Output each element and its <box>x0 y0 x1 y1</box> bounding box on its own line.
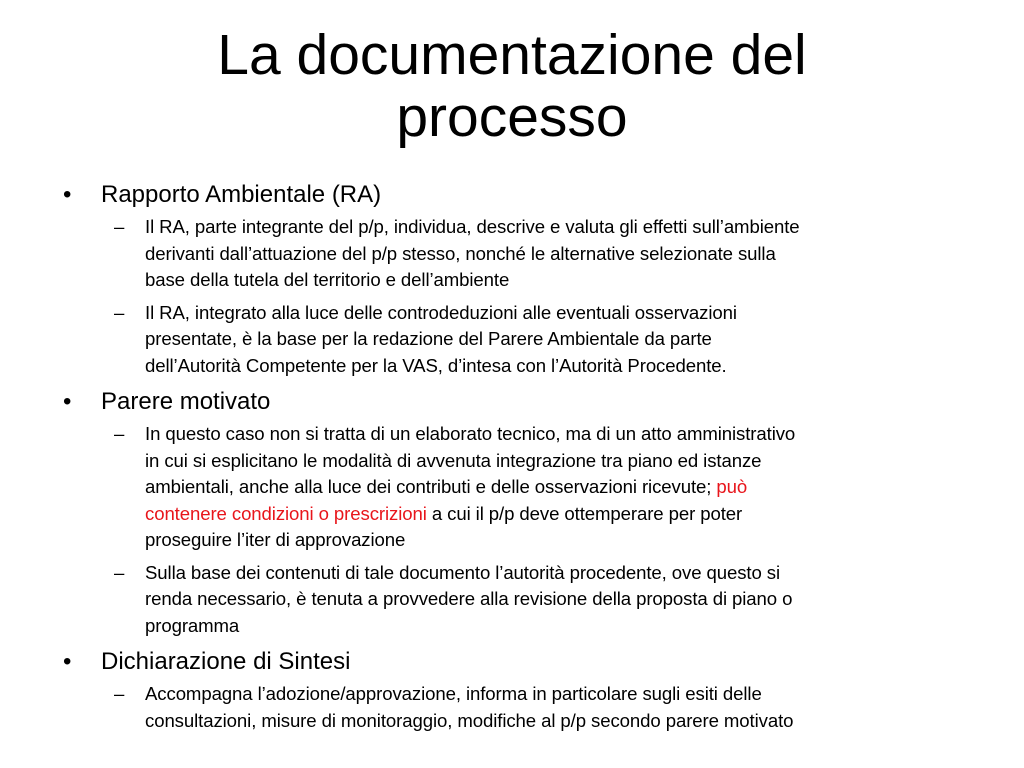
sub-item-line: Il RA, parte integrante del p/p, individua, descrive e valuta gli effetti sull’ambiente <box>145 216 800 237</box>
slide-title-line-2: processo <box>396 85 628 149</box>
dash-icon: – <box>114 423 125 444</box>
sub-item-line: Il RA, integrato alla luce delle controdeduzioni alle eventuali osservazioni <box>145 301 737 323</box>
sub-item-line: Sulla base dei contenuti di tale documento l’autorità procedente, ove questo si <box>145 561 781 583</box>
sub-item-text: a cui il p/p deve ottemperare per poter <box>426 502 743 524</box>
sub-item-line: proseguire l’iter di approvazione <box>145 529 406 550</box>
sub-item-line: in cui si esplicitano le modalità di avvenuta integrazione tra piano ed istanze <box>145 449 762 471</box>
sub-item-ra-2 <box>55 300 975 380</box>
sub-item-line: consultazioni, misure di monitoraggio, modifiche al p/p secondo parere motivato <box>145 709 794 731</box>
sub-item-ra-1 <box>55 214 975 294</box>
sub-item-sintesi-1 <box>55 681 975 734</box>
slide-body <box>55 180 975 734</box>
bullet-rapporto-ambientale <box>55 180 975 210</box>
sub-item-line: dell’Autorità Competente per la VAS, d’intesa con l’Autorità Procedente. <box>145 354 727 376</box>
sub-item-line <box>145 501 975 528</box>
bullet-heading: Parere motivato <box>101 388 271 415</box>
sub-item-line <box>145 474 975 501</box>
dash-icon: – <box>114 561 125 583</box>
highlight-text: contenere condizioni o prescrizioni <box>145 502 427 524</box>
bullet-icon: • <box>63 648 72 675</box>
bullet-icon: • <box>63 181 72 208</box>
slide-title <box>0 24 1024 148</box>
sub-item-line: programma <box>145 614 240 636</box>
slide-title-line-1: La documentazione del <box>217 23 807 87</box>
bullet-parere-motivato <box>55 387 975 417</box>
sub-item-line: In questo caso non si tratta di un elaborato tecnico, ma di un atto amministrativo <box>145 423 796 444</box>
dash-icon: – <box>114 683 125 704</box>
bullet-heading: Dichiarazione di Sintesi <box>101 648 351 675</box>
bullet-icon: • <box>63 388 72 415</box>
dash-icon: – <box>114 216 125 237</box>
sub-item-parere-1 <box>55 421 975 554</box>
sub-item-parere-2 <box>55 560 975 640</box>
sub-item-line: derivanti dall’attuazione del p/p stesso, nonché le alternative selezionate sulla <box>145 242 776 264</box>
highlight-text: può <box>716 476 748 497</box>
bullet-heading: Rapporto Ambientale (RA) <box>101 181 382 208</box>
sub-item-line: presentate, è la base per la redazione del Parere Ambientale da parte <box>145 328 712 349</box>
sub-item-line: renda necessario, è tenuta a provvedere alla revisione della proposta di piano o <box>145 588 793 609</box>
sub-item-line: Accompagna l’adozione/approvazione, informa in particolare sugli esiti delle <box>145 683 762 704</box>
bullet-dichiarazione-di-sintesi <box>55 647 975 677</box>
sub-item-text: ambientali, anche alla luce dei contributi e delle osservazioni ricevute; <box>145 476 717 497</box>
dash-icon: – <box>114 301 125 323</box>
sub-item-line: base della tutela del territorio e dell’ambiente <box>145 269 510 290</box>
